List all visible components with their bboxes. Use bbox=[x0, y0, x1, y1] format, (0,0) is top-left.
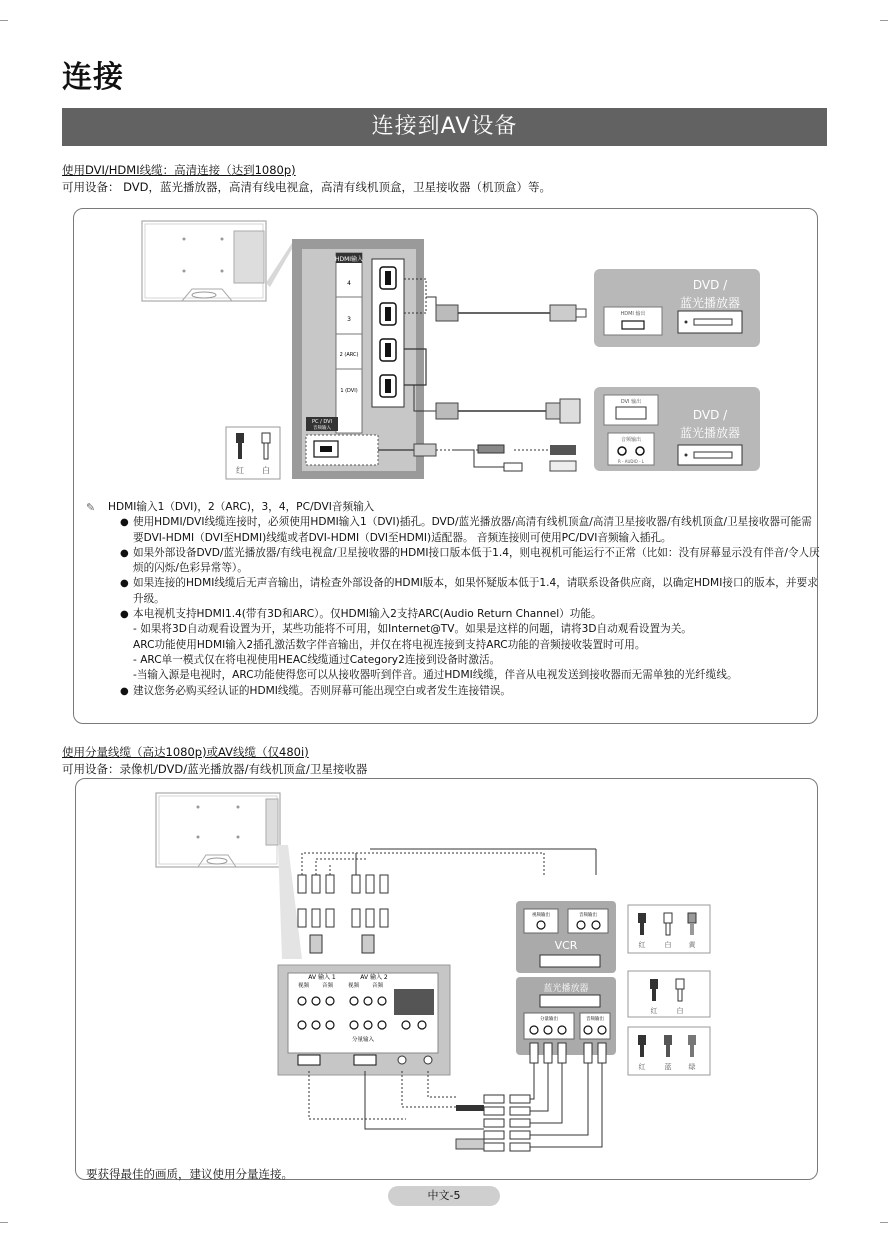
note-subline: ARC功能使用HDMI输入2插孔激活数字伴音输出，并仅在将电视连接到支持ARC功能的音频接收装置时可用。 bbox=[133, 638, 646, 651]
notes-head bbox=[86, 500, 821, 515]
tv-rear-panel bbox=[292, 239, 424, 479]
dvd-player-bottom bbox=[594, 387, 760, 471]
dvd-bottom-title-line1: DVD / bbox=[692, 408, 728, 422]
legend-component-blue: 蓝 bbox=[664, 1063, 672, 1071]
av-in-2-label: AV 输入 2 bbox=[360, 974, 388, 981]
dvd-player-top bbox=[594, 269, 760, 347]
dvi-cable bbox=[404, 385, 580, 423]
legend-component-green: 绿 bbox=[688, 1063, 696, 1071]
legend-component-red: 红 bbox=[638, 1063, 646, 1071]
note-item: ● 建议您务必购买经认证的HDMI线缆。否则屏幕可能出现空白或者发生连接错误。 bbox=[120, 684, 821, 699]
video-label-2: 视频 bbox=[348, 983, 360, 989]
tv-rear-panel bbox=[278, 965, 450, 1075]
audio-out-label: 音频输出 bbox=[620, 437, 642, 443]
bullet-icon: ● bbox=[120, 578, 129, 590]
legend-red: 红 bbox=[236, 466, 244, 475]
audio-label-2: 音频 bbox=[372, 983, 384, 989]
dvi-out-label: DVI 输出 bbox=[620, 399, 642, 405]
crop-mark bbox=[880, 1222, 888, 1223]
panel-header: HDMI输入 bbox=[334, 256, 364, 263]
vcr-device bbox=[516, 901, 616, 973]
section1-title: 使用DVI/HDMI线缆：高清连接（达到1080p) bbox=[62, 163, 296, 177]
section1-devices: 可用设备： DVD，蓝光播放器，高清有线电视盒，高清有线机顶盒，卫星接收器（机顶盒）等。 bbox=[62, 180, 552, 194]
component-in-label: 分量输入 bbox=[351, 1037, 375, 1043]
note-item: ● 如果外部设备DVD/蓝光播放器/有线电视盒/卫星接收器的HDMI接口版本低于1.4，则电视机可能运行不正常（比如：没有屏幕显示没有伴音/令人厌烦的闪烁/色彩异常等）。 bbox=[120, 546, 820, 575]
tv-illustration bbox=[142, 221, 266, 301]
footer-note: 要获得最佳的画质，建议使用分量连接。 bbox=[86, 1167, 293, 1181]
note-item: ● 使用HDMI/DVI线缆连接时，必须使用HDMI输入1（DVI)插孔。DVD/蓝光播放器/高清有线机顶盒/高清卫星接收器/有线机顶盒/卫星接收器可能需要DVI-HDMI（DVI至HDMI)线缆或者DVI-HDMI（DVI至HDMI)适配器。 音频连接则可使用PC/DVI音频输入插孔。 bbox=[120, 516, 812, 544]
video-label-1: 视频 bbox=[298, 983, 310, 989]
hdmi-out-label: HDMI 输出 bbox=[620, 311, 646, 317]
page-title: 连接 bbox=[62, 60, 124, 95]
legend-audio-white: 白 bbox=[676, 1007, 684, 1015]
bullet-icon: ● bbox=[120, 685, 129, 697]
legend-composite-yellow: 黄 bbox=[688, 941, 696, 949]
component-connection-diagram bbox=[76, 779, 819, 1159]
vcr-title: VCR bbox=[554, 939, 578, 952]
hdmi-connection-diagram bbox=[74, 209, 819, 499]
note-subline: -当输入源是电视时，ARC功能使得您可以从接收器听到伴音。通过HDMI线缆，伴音从电视发送到接收器而无需单独的光纤缆线。 bbox=[133, 669, 738, 682]
note-subline: - 如果将3D自动观看设置为开，某些功能将不可用，如Internet@TV。如果是这样的问题，请将3D自动观看设置为关。 bbox=[133, 623, 692, 636]
section-banner bbox=[62, 108, 827, 146]
component-out-label: 分量输出 bbox=[540, 1017, 558, 1022]
dvd-bottom-title-line2: 蓝光播放器 bbox=[679, 426, 741, 440]
note-subline: - ARC单一模式仅在将电视使用HEAC线缆通过Category2连接到设备时激活。 bbox=[133, 653, 501, 666]
note-item: ● 本电视机支持HDMI1.4(带有3D和ARC）。仅HDMI输入2支持ARC(Audio Return Channel）功能。 - 如果将3D自动观看设置为开，某些功能将不可用，如Internet@TV。如果是这样的问题，请将3D自动观看设置为关。 ARC功能使用HDMI输入2插孔激活数字伴音输出，并仅在将电视连接到支持ARC功能的音频接收装置时可用。 - ARC单一模式仅在将电视使用HEAC线缆通过Category2连接到设备时激活。 -当输入源是电视时，ARC功能使得您可以从接收器听到伴音。通过HDMI线缆，伴音从电视发送到接收器而无需单独的光纤缆线。 bbox=[120, 607, 821, 683]
vcr-audio-out: 音频输出 bbox=[579, 913, 597, 918]
note-item: ● 如果连接的HDMI线缆后无声音输出，请检查外部设备的HDMI版本，如果怀疑版本低于1.4，请联系设备供应商，以确定HDMI接口的版本，并要求升级。 bbox=[120, 577, 818, 605]
hdmi-cable bbox=[426, 297, 586, 321]
legend-component bbox=[628, 1027, 710, 1075]
pc-dvi-label: PC / DVI bbox=[311, 419, 333, 425]
crop-mark bbox=[0, 20, 8, 21]
dvd-top-title-line1: DVD / bbox=[692, 278, 728, 292]
notes-head-text: HDMI输入1（DVI)，2（ARC)，3，4，PC/DVI音频输入 bbox=[108, 501, 375, 513]
av-in-1-label: AV 输入 1 bbox=[308, 974, 336, 981]
port-label-1: 1 (DVI) bbox=[340, 388, 358, 394]
port-label-2: 2 (ARC) bbox=[339, 352, 359, 358]
av-cable-group bbox=[298, 875, 388, 953]
hdmi-notes bbox=[86, 500, 821, 699]
audio-color-legend bbox=[226, 427, 280, 479]
legend-audio-red: 红 bbox=[650, 1007, 658, 1015]
port-label-4: 4 bbox=[347, 280, 351, 287]
page-number: 中文-5 bbox=[388, 1186, 500, 1206]
bluray-title: 蓝光播放器 bbox=[543, 984, 589, 994]
port-label-3: 3 bbox=[347, 316, 351, 323]
vcr-video-out: 视频输出 bbox=[532, 913, 550, 918]
note-pencil-icon: ✎ bbox=[86, 501, 96, 514]
tv-illustration bbox=[156, 793, 280, 867]
pc-dvi-audio-label: 音频输入 bbox=[313, 426, 331, 431]
legend-audio bbox=[628, 971, 710, 1017]
banner-title: 连接到AV设备 bbox=[371, 114, 518, 139]
legend-composite-white: 白 bbox=[664, 941, 672, 949]
legend-composite-red: 红 bbox=[638, 941, 646, 949]
bluray-audio-out: 音频输出 bbox=[586, 1017, 604, 1022]
section2-devices: 可用设备：录像机/DVD/蓝光播放器/有线机顶盒/卫星接收器 bbox=[62, 762, 368, 776]
bullet-icon: ● bbox=[120, 609, 129, 621]
bullet-icon: ● bbox=[120, 517, 129, 529]
component-diagram-box bbox=[75, 778, 818, 1180]
audio-out-sub: R - AUDIO - L bbox=[617, 459, 645, 464]
crop-mark bbox=[880, 20, 888, 21]
bullet-icon: ● bbox=[120, 547, 129, 559]
dvd-top-title-line2: 蓝光播放器 bbox=[679, 296, 741, 310]
legend-composite bbox=[628, 905, 710, 953]
crop-mark bbox=[0, 1222, 8, 1223]
audio-label-1: 音频 bbox=[322, 983, 334, 989]
legend-white: 白 bbox=[262, 466, 270, 475]
section2-title: 使用分量线缆（高达1080p)或AV线缆（仅480i) bbox=[62, 745, 309, 759]
